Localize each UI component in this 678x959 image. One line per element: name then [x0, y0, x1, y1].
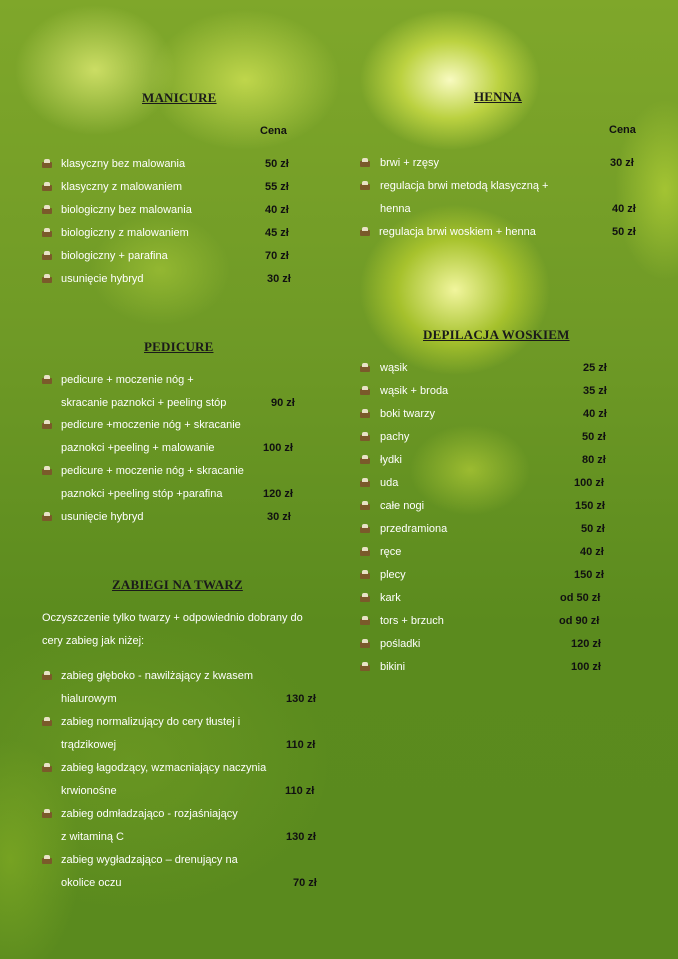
item-label: usunięcie hybryd [61, 273, 144, 285]
list-item [360, 565, 620, 585]
item-price: 55 zł [265, 181, 289, 193]
twarz-heading: ZABIEGI NA TWARZ [112, 577, 243, 592]
item-price: 50 zł [265, 158, 289, 170]
list-item [360, 381, 620, 401]
item-price: 25 zł [583, 362, 607, 374]
bullet-icon [360, 432, 370, 441]
list-item [42, 177, 302, 197]
item-price: 50 zł [581, 523, 605, 535]
list-item [42, 154, 302, 174]
bullet-icon [360, 662, 370, 671]
list-item [360, 519, 620, 539]
list-item [42, 246, 302, 266]
item-label: tors + brzuch [380, 615, 444, 627]
list-item [360, 358, 620, 378]
item-label: biologiczny + parafina [61, 250, 168, 262]
bullet-icon [42, 251, 52, 260]
item-price: 100 zł [574, 477, 604, 489]
henna-heading: HENNA [474, 89, 522, 104]
bullet-icon [42, 855, 52, 864]
bullet-icon [360, 455, 370, 464]
item-price: 70 zł [293, 877, 317, 889]
item-price: 150 zł [575, 500, 605, 512]
list-item [360, 634, 620, 654]
twarz-intro [42, 607, 332, 653]
item-label: brwi + rzęsy [380, 157, 439, 169]
item-label: plecy [380, 569, 406, 581]
list-item [42, 415, 312, 458]
list-item [42, 269, 302, 289]
item-label: pachy [380, 431, 410, 443]
list-item [42, 507, 312, 527]
item-label: biologiczny bez malowania [61, 204, 192, 216]
item-label: klasyczny z malowaniem [61, 181, 183, 193]
list-item [360, 176, 650, 219]
item-label: zabieg odmładzająco - rozjaśniający [61, 808, 238, 820]
bullet-icon [360, 616, 370, 625]
list-item [42, 758, 332, 801]
bullet-icon [42, 182, 52, 191]
item-label: pedicure + moczenie nóg + [61, 374, 194, 386]
item-price: 40 zł [265, 204, 289, 216]
bullet-icon [360, 524, 370, 533]
bullet-icon [42, 717, 52, 726]
item-label: uda [380, 477, 399, 489]
bullet-icon [42, 228, 52, 237]
bullet-icon [360, 227, 370, 236]
item-price: 130 zł [286, 831, 316, 843]
item-label-continued: z witaminą C [61, 831, 124, 843]
item-label: klasyczny bez malowania [61, 158, 186, 170]
list-item [360, 657, 620, 677]
list-item [360, 404, 620, 424]
item-price: 100 zł [263, 442, 293, 454]
bullet-icon [42, 420, 52, 429]
list-item [42, 461, 312, 504]
item-price: 40 zł [612, 203, 636, 215]
item-label: wąsik + broda [380, 385, 449, 397]
item-label: wąsik [380, 362, 408, 374]
manicure-cena-label: Cena [260, 125, 287, 137]
item-price: 80 zł [582, 454, 606, 466]
bullet-icon [360, 547, 370, 556]
list-item [360, 153, 650, 173]
bullet-icon [360, 478, 370, 487]
list-item [360, 542, 620, 562]
bullet-icon [42, 205, 52, 214]
bullet-icon [360, 501, 370, 510]
item-label: biologiczny z malowaniem [61, 227, 189, 239]
list-item [42, 804, 332, 847]
item-label: bikini [380, 661, 406, 673]
bullet-icon [42, 671, 52, 680]
list-item [42, 200, 302, 220]
bullet-icon [42, 159, 52, 168]
bullet-icon [360, 593, 370, 602]
item-label: pedicure + moczenie nóg + skracanie [61, 465, 244, 477]
item-label: usunięcie hybryd [61, 511, 144, 523]
bullet-icon [42, 466, 52, 475]
item-label: pośladki [380, 638, 421, 650]
bullet-icon [42, 274, 52, 283]
item-label-continued: krwionośne [61, 785, 117, 797]
item-label: ręce [380, 546, 402, 558]
list-item [360, 427, 620, 447]
list-item [360, 496, 620, 516]
item-label: regulacja brwi metodą klasyczną + [380, 180, 549, 192]
item-price: 40 zł [583, 408, 607, 420]
bullet-icon [42, 763, 52, 772]
item-price: 30 zł [610, 157, 634, 169]
item-label: zabieg normalizujący do cery tłustej i [61, 716, 241, 728]
bullet-icon [360, 409, 370, 418]
item-price: 50 zł [612, 226, 636, 238]
manicure-heading: MANICURE [142, 90, 217, 105]
item-price: 120 zł [571, 638, 601, 650]
item-label: zabieg głęboko - nawilżający z kwasem [61, 670, 253, 682]
item-label: kark [380, 592, 401, 604]
item-price: 70 zł [265, 250, 289, 262]
list-item [360, 588, 620, 608]
list-item [360, 473, 620, 493]
item-label-continued: paznokci +peeling stóp +parafina [61, 488, 223, 500]
list-item [360, 450, 620, 470]
list-item [42, 370, 312, 413]
item-label: pedicure +moczenie nóg + skracanie [61, 419, 241, 431]
bullet-icon [42, 809, 52, 818]
item-price: od 90 zł [559, 615, 600, 627]
bullet-icon [360, 181, 370, 190]
item-price: 30 zł [267, 273, 291, 285]
item-price: 110 zł [286, 739, 316, 751]
bullet-icon [360, 363, 370, 372]
item-price: 40 zł [580, 546, 604, 558]
twarz-intro-line-2: cery zabieg jak niżej: [42, 635, 145, 647]
list-item [42, 666, 332, 709]
item-price: od 50 zł [560, 592, 601, 604]
item-price: 110 zł [285, 785, 315, 797]
henna-cena-label: Cena [609, 124, 636, 136]
list-item [42, 712, 332, 755]
item-label-continued: skracanie paznokci + peeling stóp [61, 397, 227, 409]
bullet-icon [360, 570, 370, 579]
item-label: całe nogi [380, 500, 425, 512]
item-price: 120 zł [263, 488, 293, 500]
bullet-icon [360, 639, 370, 648]
list-item [360, 611, 620, 631]
twarz-intro-line-1: Oczyszczenie tylko twarzy + odpowiednio dobrany do [42, 612, 303, 624]
list-item [42, 223, 302, 243]
item-price: 35 zł [583, 385, 607, 397]
item-label: przedramiona [380, 523, 448, 535]
item-label: zabieg wygładzająco – drenujący na [61, 854, 238, 866]
item-label: regulacja brwi woskiem + henna [379, 226, 536, 238]
item-price: 90 zł [271, 397, 295, 409]
item-price: 45 zł [265, 227, 289, 239]
item-label-continued: trądzikowej [61, 739, 117, 751]
item-label-continued: okolice oczu [61, 877, 122, 889]
bullet-icon [360, 158, 370, 167]
item-label: boki twarzy [380, 408, 436, 420]
bullet-icon [42, 512, 52, 521]
list-item [42, 850, 332, 893]
item-label: łydki [380, 454, 403, 466]
list-item [360, 222, 650, 242]
depilacja-heading: DEPILACJA WOSKIEM [423, 327, 570, 342]
item-price: 100 zł [571, 661, 601, 673]
item-label: zabieg łagodzący, wzmacniający naczynia [61, 762, 267, 774]
bullet-icon [42, 375, 52, 384]
item-price: 50 zł [582, 431, 606, 443]
item-label-continued: paznokci +peeling + malowanie [61, 442, 215, 454]
item-price: 150 zł [574, 569, 604, 581]
pedicure-heading: PEDICURE [144, 339, 214, 354]
item-price: 30 zł [267, 511, 291, 523]
item-label-continued: hialurowym [61, 693, 117, 705]
bullet-icon [360, 386, 370, 395]
item-price: 130 zł [286, 693, 316, 705]
item-label-continued: henna [380, 203, 411, 215]
